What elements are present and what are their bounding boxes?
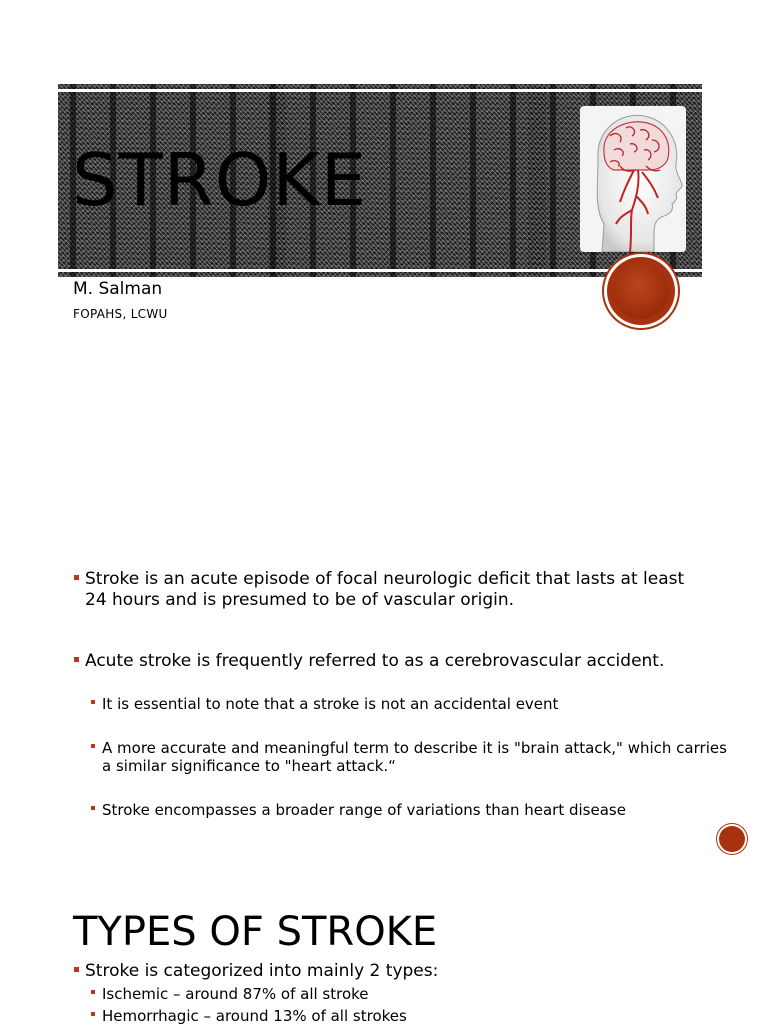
banner-top-line	[58, 89, 702, 92]
bullet-cva: Acute stroke is frequently referred to as a cerebrovascular accident.	[73, 651, 703, 672]
sub-bullet-not-accidental: It is essential to note that a stroke is not an accidental event	[73, 695, 732, 713]
decorative-circle-small	[719, 826, 745, 852]
brain-illustration-icon	[580, 106, 686, 252]
title-banner	[58, 84, 702, 277]
sub-bullet-brain-attack: A more accurate and meaningful term to describe it is "brain attack," which carries a similar significance to "heart attack.“	[73, 739, 732, 775]
bullet-definition: Stroke is an acute episode of focal neurologic deficit that lasts at least 24 hours and is presumed to be of vascular origin.	[73, 569, 703, 611]
author-affiliation: FOPAHS, LCWU	[73, 307, 168, 321]
bullet-types: Stroke is categorized into mainly 2 types:	[73, 961, 703, 982]
decorative-circle-large	[607, 257, 675, 325]
sub-bullet-broader-range: Stroke encompasses a broader range of variations than heart disease	[73, 801, 732, 819]
slide-title: STROKE	[72, 138, 368, 222]
banner-bottom-line	[58, 269, 702, 272]
definition-list	[73, 569, 703, 611]
sub-bullet-hemorrhagic: Hemorrhagic – around 13% of all strokes	[73, 1007, 732, 1025]
types-list	[73, 961, 703, 982]
sub-bullet-ischemic: Ischemic – around 87% of all stroke	[73, 985, 732, 1003]
cva-list	[73, 651, 703, 672]
author-name: M. Salman	[73, 279, 163, 299]
types-heading: TYPES OF STROKE	[73, 909, 438, 955]
